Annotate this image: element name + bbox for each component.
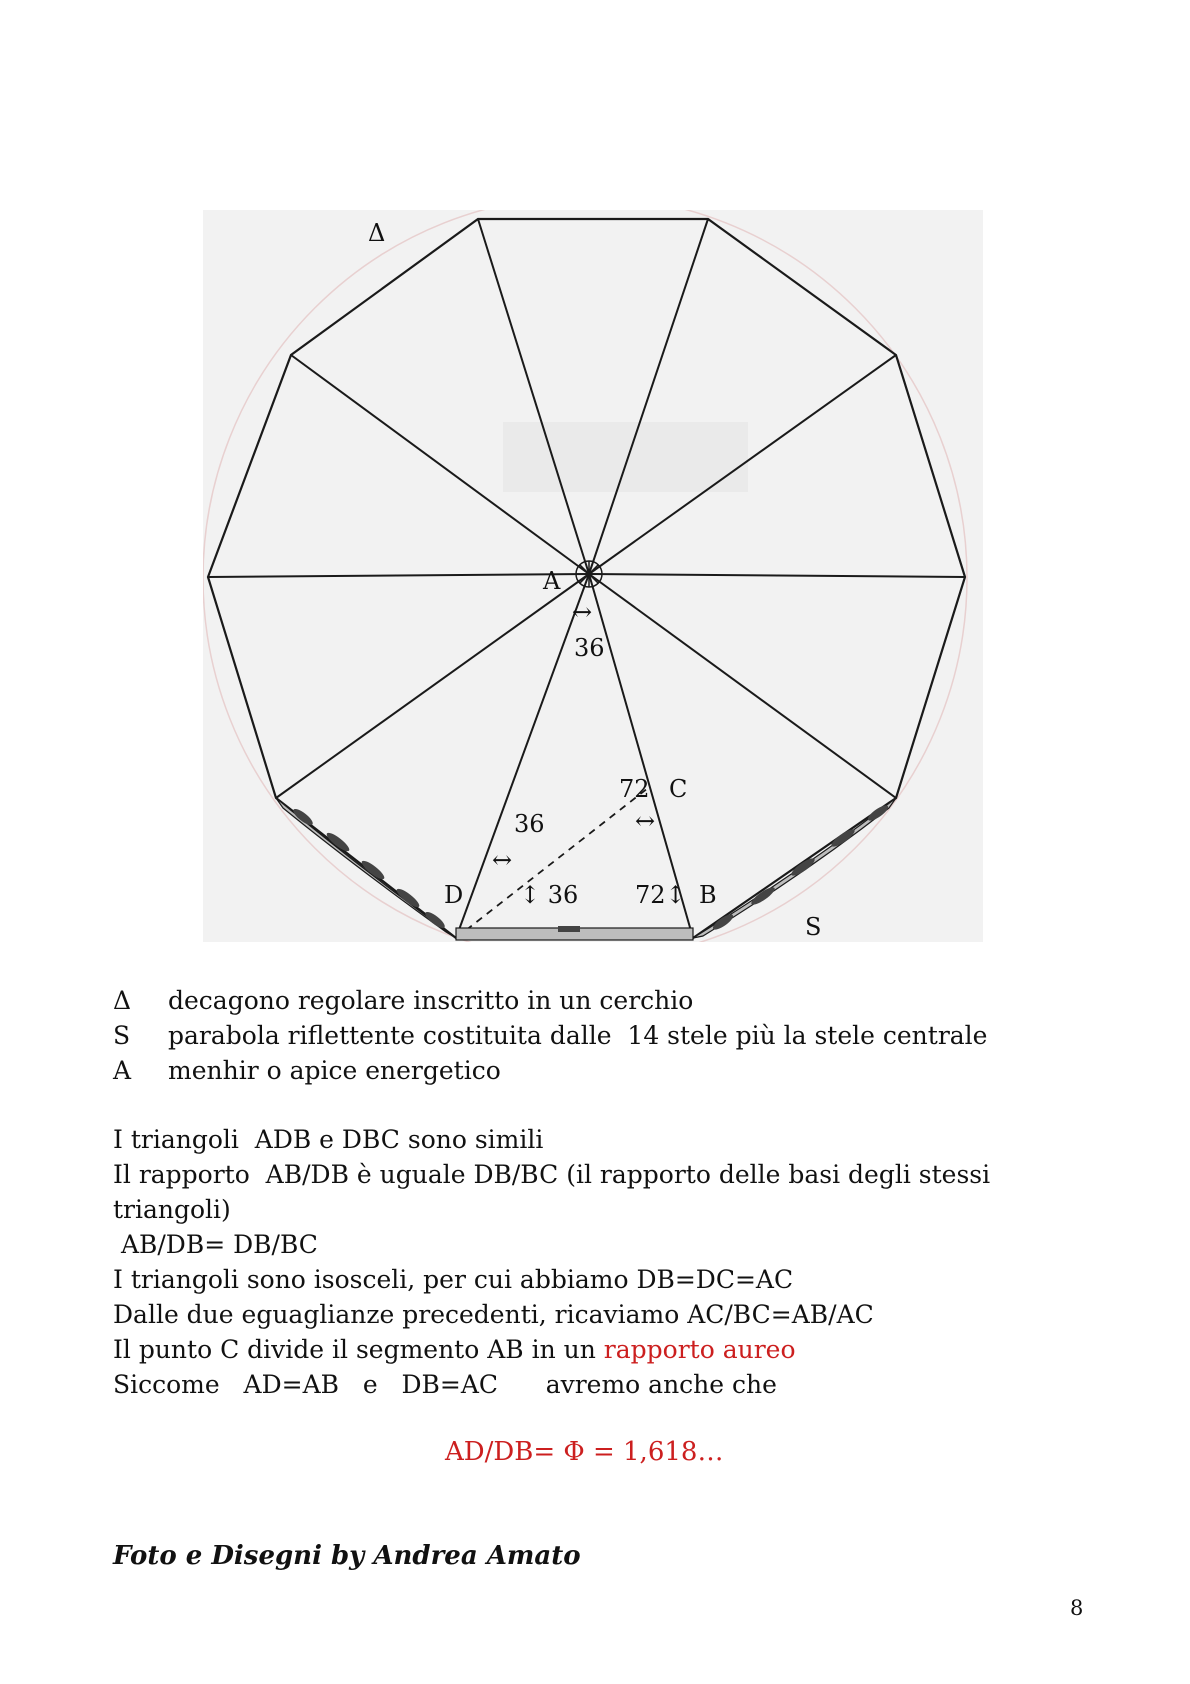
credit: Foto e Disegni by Andrea Amato [113,1541,581,1571]
golden-ratio-highlight: rapporto aureo [603,1335,796,1364]
body-line: Il rapporto AB/DB è uguale DB/BC (il rapporto delle basi degli stessi [113,1160,991,1189]
faint-overlay [503,422,748,492]
legend-symbol: A [113,1056,132,1085]
legend-row [113,1018,987,1053]
legend-row [113,1053,987,1088]
label-d: D [444,881,464,909]
body-text [113,1122,1013,1402]
angle-d: ↕ 36 [520,881,579,909]
golden-ratio-formula: AD/DB= Φ = 1,618… [445,1437,724,1467]
body-line: I triangoli ADB e DBC sono simili [113,1125,544,1154]
body-line: Siccome AD=AB e DB=AC avremo anche che [113,1370,777,1399]
legend-text: menhir o apice energetico [168,1056,501,1085]
legend-text: decagono regolare inscritto in un cerchio [168,986,694,1015]
legend-symbol: Δ [113,986,132,1015]
menhir-center-icon [576,561,602,587]
legend [113,983,987,1088]
page-number: 8 [1070,1596,1084,1620]
label-a: A [543,567,561,595]
body-line: AB/DB= DB/BC [113,1230,318,1259]
body-line: triangoli) [113,1195,231,1224]
body-line-prefix: Il punto C divide il segmento AB in un [113,1335,604,1364]
arrow-left: ↔ [492,846,513,874]
label-s: S [805,913,822,941]
angle-c: 72 [619,775,650,803]
decagon-drawing [203,210,983,942]
label-c: C [669,775,688,803]
decagon-figure [203,210,983,942]
legend-text: parabola riflettente costituita dalle 14 stele più la stele centrale [168,1021,988,1050]
body-line: Dalle due eguaglianze precedenti, ricaviamo AC/BC=AB/AC [113,1300,874,1329]
angle-a: 36 [574,634,605,662]
angle-left: 36 [514,810,545,838]
angle-b: 72↕ [635,881,686,909]
legend-row [113,983,987,1018]
label-b: B [699,881,717,909]
body-line [113,1332,1013,1367]
body-line: I triangoli sono isosceli, per cui abbiamo DB=DC=AC [113,1265,794,1294]
legend-symbol: S [113,1021,131,1050]
arrow-a: ↔ [572,598,593,626]
arrow-c: ↔ [635,807,656,835]
label-delta: Δ [368,219,386,247]
